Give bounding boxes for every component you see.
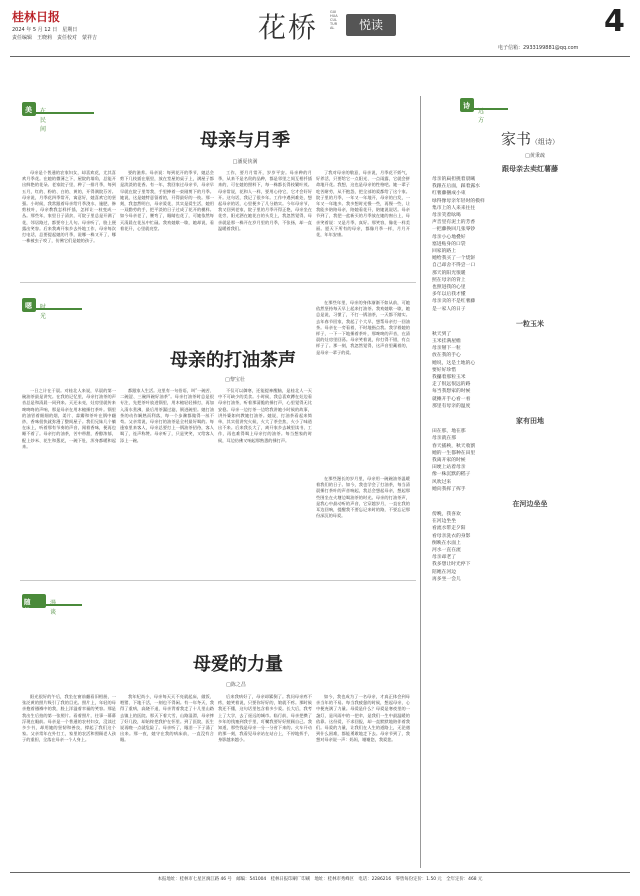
poem-line: 田埂上站着母亲	[432, 465, 466, 471]
poem-line: 母亲就在那	[432, 436, 456, 442]
tag-3-sub: 漫谈	[50, 600, 57, 616]
poem-line: 集市上的人来来往往	[432, 205, 476, 211]
tag-1-main: 美	[25, 106, 32, 114]
poems-heading-sub: （组诗）	[531, 138, 559, 146]
poem-line: 风吹过来	[432, 479, 452, 485]
poem-line: 那里有母亲的温度	[432, 403, 471, 409]
poem-line: 自己却舍不得尝一口	[432, 263, 476, 269]
poem-line: 母亲的扁担挑着晨曦	[432, 177, 476, 182]
poem-line: 母亲笑着吆喝	[432, 213, 461, 219]
poem-line: 玉米挂满屋檐	[432, 339, 461, 345]
poem-4-title: 在河边坐坐	[512, 498, 548, 508]
article-3-col-3: 后来我病好了，母亲却累倒了。我问母亲疼不疼，她笑着说，只要你好好的，娘就不疼。那时候我还不懂，这句话里包含着多少爱。长大后，我考上了大学，去了遥远的城市。临行前，母亲把攒了多年的钱塞到我手里，叮嘱我要好好照顾自己。我知道，那些钱是母亲一分一分省下来的。火车开动的那一刻，我看见母亲站在站台上，不停地挥手，身影越来越小。	[218, 694, 312, 743]
tag-2-main: 嗯	[25, 302, 32, 310]
poem-line: 声音里有泥土的芳香	[432, 220, 476, 226]
poem-line: 回家的路上	[432, 249, 456, 255]
poem-2-title: 一粒玉米	[516, 318, 544, 328]
poem-line: 在河边坐坐	[432, 519, 456, 525]
poem-line: 是一家人的日子	[432, 306, 466, 312]
poem-line: 我离开家的时候	[432, 457, 466, 463]
article-2-title: 母亲的打油茶声	[170, 350, 296, 371]
poem-3-title: 家有田地	[516, 416, 544, 426]
article-1-title: 母亲与月季	[200, 130, 290, 151]
section-label: 悦读	[358, 18, 383, 32]
poem-line: 就摊开手心看一看	[432, 396, 471, 402]
masthead	[0, 0, 640, 58]
section-badge	[346, 14, 396, 36]
newspaper-logo: 桂林日报	[12, 10, 61, 24]
poem-4-lines	[432, 511, 628, 583]
footer-text: 本报地址：桂林市七星区漓江路 46 号 邮编：541004 桂林日报印刷厂印刷 地址：桂林市秀峰区 电话：2286216 零售每份定价：1.50 元 全年定价：468 元	[157, 877, 483, 882]
divider-1	[20, 282, 416, 283]
tag-4-main: 诗	[463, 102, 470, 110]
article-2-col-4: 在那些年里，母亲的身体渐渐不如从前，可她依然坚持每天早上起来打油茶。我劝她歇一歇，她总是说，习惯了，不打一锅油茶，一天都不踏实。去年春节回家，我起了个大早，想帮母亲打一回油茶。母亲在一旁看着，不时地指点我。我学着她的样子，一下一下地捶着茶叶，那咚咚的声音，在清晨的灶房里回荡。母亲笑着说，你打得不错，有点样子了。那一刻，我忽然觉得，这声音里藏着的，是母亲一辈子的爱。	[316, 300, 410, 355]
poems-block	[432, 160, 628, 866]
poem-line: 秋天到了	[432, 331, 452, 337]
poems-heading-row	[430, 128, 630, 149]
poem-line: 再多坐一会儿	[432, 576, 461, 582]
article-1-col-2: 要的滋养。母亲说：每到花开的季节，她总会剪下几枝插在瓶里，放在堂屋的桌子上，满屋子都是淡淡的花香。有一年，我回家过母亲节，母亲早早就在院子里等我，手里捧着一束刚剪下的月季。她说，这是她特意留着的，开得最好的一枝。那一刻，我忽然明白，母亲爱花，其实是爱生活，她用一双勤劳的手，把平淡的日子过成了花开的模样。如今母亲老了，腰弯了，眼睛也花了，可她依然每天清晨在花丛中忙碌。我劝她歇一歇，她却说，看着花开，心里就亮堂。	[120, 170, 214, 231]
poem-line: 也照进我的心里	[432, 285, 466, 291]
poem-line: 看母亲洗衣的身影	[432, 533, 471, 539]
poem-line: 她向我挥了挥手	[432, 486, 466, 492]
poem-line: 傍晚，我喜欢	[432, 511, 461, 517]
poems-author: □黄秉疏	[525, 153, 545, 159]
poem-3-lines	[432, 428, 628, 493]
page-title-pinyin: GUIHUA CULTURAL	[330, 10, 338, 30]
article-2-col-1: 一日之计在于晨。对桂北人来说，早晨的第一碗油茶最是讲究。在我的记忆里，母亲打油茶的声音总是和清晨一同到来。天还未亮，灶房里就传来咚咚咚的声响，那是母亲在用木槌捶打茶叶。锅里的油冒着细细的烟，姜片、蒜瓣和茶叶在锅中翻炒，香味很快就弥漫了整间屋子。我们兄妹几个躺在床上，听着那有节奏的声音，闻着香味，便再也睡不着了。母亲打的油茶，苦中带甜，香醇浓郁，配上炒米、花生和葱花，一碗下肚，浑身都暖和起来。	[22, 388, 116, 449]
tag-1-sub: 在民间	[40, 108, 47, 133]
email-line: 电子信箱：29331998​81@qq.com	[498, 45, 579, 51]
poem-line: 她说，这是土地的心	[432, 360, 476, 366]
article-2-col-2: 都跟家人生活。这里有一句俗语，叫“一碗苦、二碗涩、三碗四碗好油茶”。母亲打油茶时总是很专注，先把茶叶放进锅里，用木槌轻轻捶打，再加入清水煮沸，最后用茶漏过滤，倒进碗里。她打油茶的动作娴熟而利落，每一个步骤都做得一丝不苟。父亲常说，母亲打的油茶是全村最好喝的。每逢家里来客人，母亲总要打上一锅油茶招待，客人喝了，连声称赞。母亲听了，只是笑笑，又给客人添上一碗。	[120, 388, 214, 443]
article-3-col-4: 如今，我也成为了一名母亲，才真正体会到母亲当年的不易。每当我疲惫的时候，想起母亲，心中便充满了力量。母爱是什么？母爱是寒夜里的一盏灯，是风雨中的一把伞，是我们一生中最温暖的依靠。这份爱，不求回报，却一直默默地陪伴着我们。母爱的力量，让我们在人生的道路上，无论遇到什么困难，都能勇敢地走下去。母亲节到了，我想对母亲说一声：妈妈，谢谢您，我爱您。	[316, 694, 410, 743]
tag-4-sub: 远方	[478, 108, 485, 124]
article-1-author: □潘夏侠满	[232, 159, 258, 165]
page-title: 花桥	[258, 11, 319, 44]
poem-line: 照在母亲的背上	[432, 277, 466, 283]
tag-3-main: 随笔	[24, 598, 31, 615]
poem-line: 一把藤换回几张零钞	[432, 227, 476, 233]
article-3-title: 母爱的力量	[193, 654, 283, 675]
poem-line: 河水一直在流	[432, 547, 461, 553]
poem-line: 多年以后我才懂	[432, 292, 466, 298]
footer-divider	[10, 872, 630, 873]
poem-line: 春天插秧，秋天收割	[432, 443, 476, 449]
poem-line: 红薯藤捆成小束	[432, 191, 466, 197]
poem-line: 我多想让时光停下	[432, 562, 471, 568]
poems-heading: 家书	[500, 130, 531, 148]
poem-line: 母亲掰下一粒	[432, 346, 461, 352]
poem-line: 我攥着那粒玉米	[432, 375, 466, 381]
poem-line: 要好好珍惜	[432, 367, 456, 373]
poem-line: 走了很远很远的路	[432, 382, 471, 388]
poem-line: 母亲卖的不是红薯藤	[432, 299, 476, 305]
article-3-col-2: 我年纪尚小，母亲每天天不亮就起床，做饭、喂猪、下地干活，一刻也不得闲。有一年冬天，我得了重病，高烧不退，母亲背着我走了十几里山路去镇上的医院。那天下着大雪，山路湿滑，母亲摔了好几跤，却始终把我护在怀里。到了医院，医生说再晚一点就危险了。母亲听了，眼泪一下子涌了出来。那一夜，她守在我的病床前，一直没有合眼。	[120, 694, 214, 743]
poem-line: 绿得像母亲年轻时的模样	[432, 198, 485, 204]
divider-2	[20, 580, 416, 581]
masthead-divider	[10, 56, 630, 57]
article-1-col-1: 母亲是个普通的农家妇女，却喜欢花，尤其喜欢月季花。在她的微薄之下，屋院的墙角，总能开出鲜艳的花朵。老家院子里，种了一排月季，每到五月，红的、粉的、白的、黄的，开得满院芬芳。母亲说，月季花四季常开，寓意好，她喜欢它的坚强。小时候，我常跟着母亲给月季浇水、施肥、修剪枝叶，母亲教我怎样扦插，怎样让一枝变成一丛。那些年，家里日子清贫，可院子里总是开满了花，邻居路过，都要夸上几句。母亲听了，脸上便露出笑容。后来我离开家乡去外地工作，母亲每次打电话，总要提起她的月季，说哪一株又开了，哪一株被虫子咬了，仿佛它们是她的孩子。	[22, 170, 116, 244]
poem-line: 陪她在河边	[432, 569, 456, 575]
editors-line: 责任编辑 王晓莉 责任校对 蒙祥吉	[12, 35, 98, 41]
poem-line: 那天的阳光很暖	[432, 270, 466, 276]
poem-2-lines	[432, 331, 628, 410]
article-3-col-1: 阳光很好的午后，我坐在窗前翻看旧相册，一张泛黄的照片吸引了我的目光。照片上，年轻的母亲抱着襁褓中的我，脸上洋溢着幸福的笑容。那是我出生后拍的第一张照片。看着照片，往事一幕幕浮现在眼前。母亲是一个普通的农村妇女，没读过多少书，却用她的坚韧和善良，撑起了我们这个家。父亲常年在外打工，家里的农活和照顾老人孩子的重担，全落在母亲一个人身上。	[22, 694, 116, 743]
poem-line: 塞进贴身的口袋	[432, 241, 466, 247]
poem-line: 我跟在后面，踩着露水	[432, 184, 480, 190]
issue-date: 2024 年 5 月 12 日 星期日	[12, 27, 78, 33]
tag-2-sub: 时光	[40, 304, 47, 320]
poem-line: 田在那，地在那	[432, 429, 466, 435]
poem-line: 她给我买了一个烧饼	[432, 256, 476, 262]
poem-line: 看流水带走夕阳	[432, 526, 466, 532]
page-number: 4	[604, 4, 625, 39]
poem-1-title: 跟母亲去卖红薯藤	[502, 164, 558, 173]
poem-line: 像一株沉默的稻子	[432, 472, 471, 478]
article-2-author: □黎宝壮	[225, 377, 245, 383]
article-2-col-5: 在那些漫长的岁月里，母亲用一碗碗油茶温暖着我们的日子。如今，我也学会了打油茶，每当清晨捶打茶叶的声音响起，我总会想起母亲，想起那些围坐在火塘边喝油茶的时光。母亲的打油茶声，是我心中最动听的声音，它穿越岁月，一直在我的耳边回响，提醒我不要忘记来时的路，不要忘记那份深沉的母爱。	[316, 476, 410, 519]
article-1-col-3: 工作，要月月常开，岁岁平安。母亲种的月季，从来不是名贵的品种，都是邻里之间互相扦插来的，可在她的照料下，每一株都长得枝繁叶茂。母亲常说，花和人一样，要用心待它，它才会好好开。这句话，我记了很多年。工作中遇到难处，想起母亲的话，心里便多了几分踏实。今年母亲节，我又回到老家，院子里的月季开得正艳，母亲坐在花旁，阳光洒在她花白的头发上，我忽然觉得，母亲就是那一株开在岁月里的月季，不张扬，却一直温暖着我们。	[218, 170, 312, 231]
article-1-col-4: 了我对母亲的敬意，母亲说，月季花不娇气，好养活，只要给它一点阳光、一点雨露，它就会拼命地开花。我想，这也是母亲的性格吧。她一辈子吃苦耐劳，从不抱怨，把全部的爱都给了这个家。院子里的月季，一年又一年地开，母亲的白发，一年又一年地多。我多想时光慢一些，再慢一些，让我能多陪陪母亲，陪她看花开，陪她说说话。母亲节到了，我把一盆新买的月季放在她的窗台上，母亲笑着说：又是月季，真好。那笑容，像花一样美丽。愿天下所有的母亲，都像月季一样，月月开花，年年安康。	[316, 170, 410, 238]
poem-line: 母亲却老了	[432, 555, 456, 561]
column-divider	[420, 96, 421, 868]
poem-line: 放在我的手心	[432, 353, 461, 359]
poem-line: 每当我想家的时候	[432, 389, 471, 395]
article-2-col-3: 不仅可以御寒，还能提神醒脑，是桂北人一天中不可缺少的美食。小时候，我总喜欢蹲在灶边看母亲打油茶，听着那清脆的捶打声，心里觉得无比安稳。母亲一边打茶一边给我讲她小时候的故事，讲外婆如何教她打油茶。她说，打油茶看起来简单，其实很讲究火候，火大了茶会焦，火小了味道出不来。后来我长大了，离开家乡去城里读书、工作，再也难得喝上母亲打的油茶。每当想家的时候，耳边仿佛又响起那熟悉的捶打声。	[218, 388, 312, 443]
article-3-author: □陈之昌	[226, 682, 246, 688]
poem-1-lines	[432, 176, 628, 313]
poem-line: 她的一生都种在田里	[432, 450, 476, 456]
poem-line: 倒映在水面上	[432, 540, 461, 546]
poem-line: 母亲小心地叠好	[432, 234, 466, 240]
